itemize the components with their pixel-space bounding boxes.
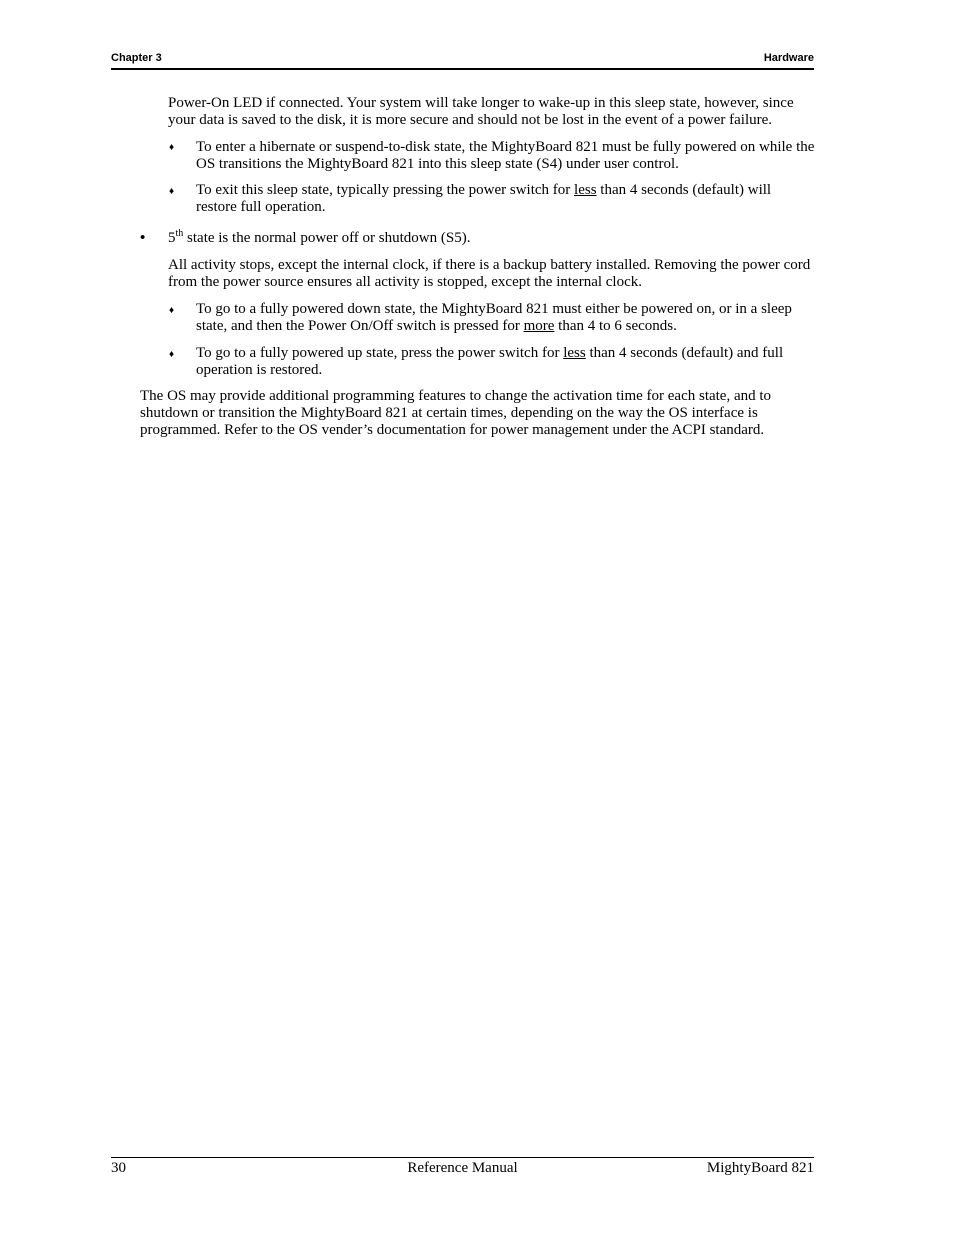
s5-bullet-item: 5th state is the normal power off or shutdown (S5). — [168, 228, 471, 246]
s4-list-item: To exit this sleep state, typically pressing the power switch for less than 4 seconds (default) will restore full operation. — [196, 182, 772, 215]
s5-list-item: To go to a fully powered up state, press the power switch for less than 4 seconds (default) and full operation is restored. — [196, 345, 784, 378]
ordinal-suffix: th — [175, 228, 184, 239]
emphasis-underline: more — [523, 318, 555, 334]
header-divider — [111, 68, 814, 70]
chapter-label: Chapter 3 — [111, 52, 162, 64]
closing-paragraph: The OS may provide additional programming features to change the activation time for each state, and to shutdown or transition the MightyBoard 821 at certain times, depending on the way the OS interface is programmed. Refer to the OS vender’s documentation for power management under the ACPI standard. — [140, 388, 772, 438]
emphasis-underline: less — [563, 345, 586, 361]
emphasis-underline: less — [574, 182, 597, 198]
s5-list-item: To go to a fully powered down state, the MightyBoard 821 must either be powered on, or in a sleep state, and then the Power On/Off switch is pressed for more than 4 to 6 seconds. — [196, 301, 792, 334]
s4-list-item: To enter a hibernate or suspend-to-disk state, the MightyBoard 821 must be fully powered on while the OS transitions the MightyBoard 821 into this sleep state (S4) under user control. — [196, 139, 815, 172]
diamond-bullet-icon: ♦ — [169, 305, 175, 316]
page-number: 30 — [111, 1160, 126, 1176]
diamond-bullet-icon: ♦ — [169, 142, 175, 153]
s5-paragraph: All activity stops, except the internal clock, if there is a backup battery installed. Removing the power cord from the power source ensures all activity is stopped, except the internal clock. — [168, 257, 811, 290]
diamond-bullet-icon: ♦ — [169, 349, 175, 360]
product-name: MightyBoard 821 — [706, 1160, 814, 1176]
manual-title: Reference Manual — [407, 1160, 518, 1176]
footer-divider — [111, 1157, 814, 1158]
section-label: Hardware — [763, 52, 814, 64]
diamond-bullet-icon: ♦ — [169, 186, 175, 197]
intro-paragraph: Power-On LED if connected. Your system will take longer to wake-up in this sleep state, however, since your data is saved to the disk, it is more secure and should not be lost in the event of a power failure. — [168, 95, 794, 128]
bullet-icon: • — [140, 230, 146, 246]
